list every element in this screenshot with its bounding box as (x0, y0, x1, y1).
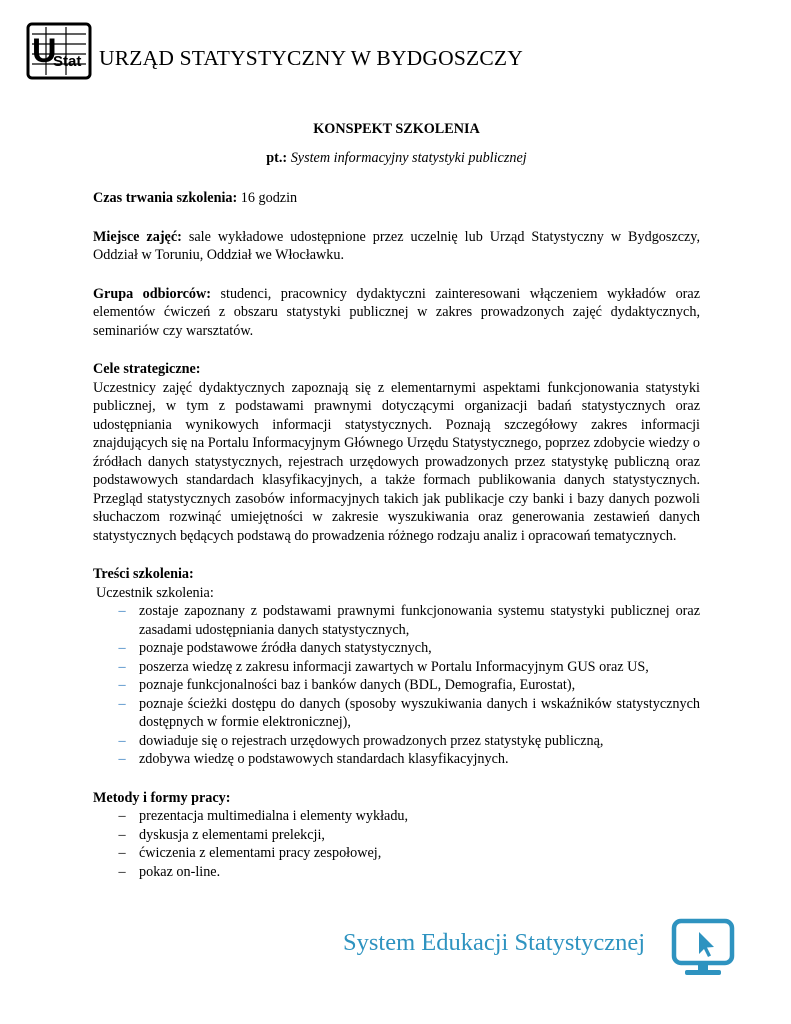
dash-bullet: – (118, 808, 126, 824)
place-paragraph (93, 228, 700, 265)
audience-paragraph (93, 285, 700, 341)
dash-bullet: – (118, 695, 126, 712)
list-item: – pokaz on-line. (93, 863, 700, 882)
methods-heading: Metody i formy pracy: (93, 789, 231, 806)
place-value: sale wykładowe udostępnione przez uczelnię lub Urząd Statystyczny w Bydgoszczy, Oddział w Toruniu, Oddział we Włocławku. (93, 228, 701, 263)
list-item: – poznaje podstawowe źródła danych statystycznych, (93, 639, 700, 658)
dash-bullet: – (118, 677, 126, 693)
list-item: – poznaje funkcjonalności baz i banków danych (BDL, Demografia, Eurostat), (93, 676, 700, 695)
logo-letter-u: U (32, 32, 57, 70)
audience-label: Grupa odbiorców: (93, 285, 211, 302)
place-label: Miejsce zajęć: (93, 228, 182, 245)
list-item: – poszerza wiedzę z zakresu informacji zawartych w Portalu Informacyjnym GUS oraz US, (93, 658, 700, 677)
ustat-logo (26, 22, 92, 80)
list-item: – dyskusja z elementami prelekcji, (93, 826, 700, 845)
content-heading: Treści szkolenia: (93, 566, 194, 582)
footer-title: System Edukacji Statystycznej (343, 929, 646, 956)
dash-bullet: – (118, 845, 126, 861)
duration-value: 16 godzin (240, 190, 298, 206)
content-intro: Uczestnik szkolenia: (96, 584, 214, 601)
list-item: – ćwiczenia z elementami pracy zespołowej, (93, 844, 700, 863)
methods-list (93, 807, 700, 881)
goals-text: Uczestnicy zajęć dydaktycznych zapoznają się z elementarnymi aspektami funkcjonowania statystyki publicznej, w tym z podstawami prawnymi dotyczącymi organizacji badań statystycznych oraz udostępniania wynikowych informacji statystycznych. Poznają szczegółowy zakres informacji znajdujących się na Portalu Informacyjnym Głównego Urzędu Statystycznego, poprzez zdobycie wiedzy o źródłach danych statystycznych, rejestrach urzędowych prowadzonych przez statystykę publiczną oraz podstawowych standardach klasyfikacyjnych, a także formach publikowania danych statystycznych. Przegląd statystycznych zasobów informacyjnych takich jak publikacje czy banki i bazy danych pozwoli słuchaczom rozwinąć umiejętności w zakresie wyszukiwania oraz generowania zestawień danych statystycznych będących podstawą do prowadzenia różnego rodzaju analiz i opracowań tematycznych. (93, 379, 700, 544)
page-header (26, 22, 766, 86)
content-list (93, 602, 700, 769)
list-item: – dowiaduje się o rejestrach urzędowych prowadzonych przez statystykę publiczną, (93, 732, 700, 751)
list-item: – poznaje ścieżki dostępu do danych (sposoby wyszukiwania danych i wskaźników statystycznych dostępnych w formie elektronicznej), (93, 695, 700, 732)
document-body (93, 120, 700, 881)
list-item: – zostaje zapoznany z podstawami prawnymi funkcjonowania systemu statystyki publicznej oraz zasadami udostępniania danych statystycznych, (93, 602, 700, 639)
goals-heading: Cele strategiczne: (93, 361, 201, 377)
dash-bullet: – (118, 640, 126, 656)
duration-line (93, 189, 700, 208)
audience-value: studenci, pracownicy dydaktyczni zainteresowani włączeniem wykładów oraz elementów ćwiczeń z obszaru statystyki publicznej w zakres prowadzonych zajęć dydaktycznych, seminariów czy warsztatów. (93, 285, 700, 339)
dash-bullet: – (118, 826, 126, 843)
monitor-cursor-icon (671, 918, 735, 978)
list-item: – prezentacja multimedialna i elementy wykładu, (93, 807, 700, 826)
subtitle-text: System informacyjny statystyki publicznej (290, 149, 527, 166)
dash-bullet: – (118, 732, 126, 749)
dash-bullet: – (118, 751, 126, 767)
document-subtitle (93, 149, 700, 168)
logo-letters-stat: Stat (53, 53, 82, 70)
subtitle-prefix: pt.: (266, 149, 288, 166)
dash-bullet: – (118, 658, 126, 675)
list-item: – zdobywa wiedzę o podstawowych standardach klasyfikacyjnych. (93, 750, 700, 769)
duration-label: Czas trwania szkolenia: (93, 190, 238, 206)
document-title: KONSPEKT SZKOLENIA (313, 121, 480, 137)
dash-bullet: – (118, 603, 126, 619)
dash-bullet: – (118, 863, 126, 880)
organization-name: URZĄD STATYSTYCZNY W BYDGOSZCZY (99, 46, 523, 70)
